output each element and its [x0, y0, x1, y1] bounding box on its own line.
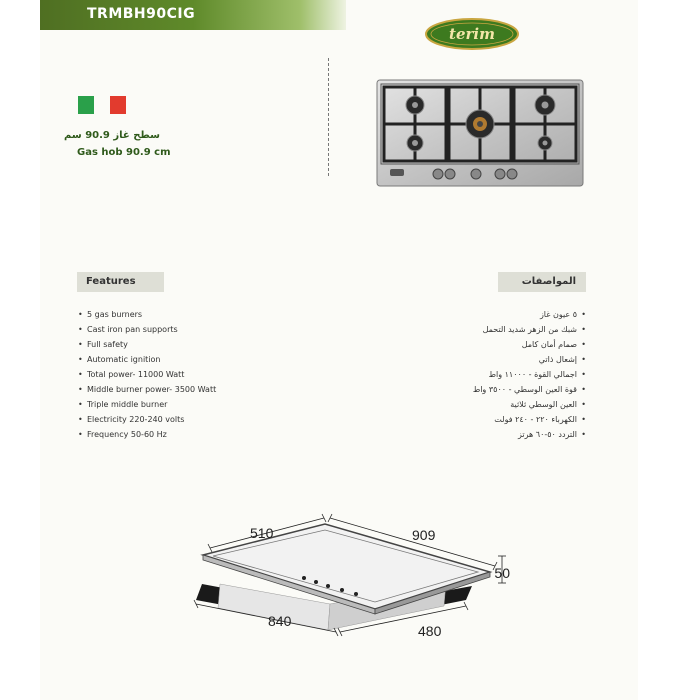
knob-icon: [302, 576, 306, 580]
feature-item: • Electricity 220-240 volts: [78, 415, 216, 430]
feature-item-arabic: • الكهرباء ٢٢٠ - ٢٤٠ فولت: [473, 415, 586, 430]
product-title-arabic: سطح غاز 90.9 سم: [64, 130, 160, 141]
product-title-english: Gas hob 90.9 cm: [77, 147, 171, 158]
feature-item: • Middle burner power- 3500 Watt: [78, 385, 216, 400]
dim-cutout-depth-label: 480: [418, 623, 442, 639]
dimension-diagram: [160, 508, 510, 668]
knob-icon: [326, 584, 330, 588]
feature-item-arabic: • إشعال ذاتي: [473, 355, 586, 370]
feature-item-arabic: • قوة العين الوسطي - ٣٥٠٠ واط: [473, 385, 586, 400]
features-list-english: [78, 310, 216, 445]
terim-logo: [424, 17, 520, 51]
features-heading-text: Features: [86, 276, 136, 287]
italy-flag-icon: [78, 96, 126, 114]
feature-item-arabic: • ٥ عيون غاز: [473, 310, 586, 325]
features-heading-arabic-text: المواصفات: [521, 276, 576, 287]
feature-item: • Cast iron pan supports: [78, 325, 216, 340]
feature-item-arabic: • التردد ٥٠-٦٠ هرتز: [473, 430, 586, 445]
feature-item-arabic: • العين الوسطي ثلاثية: [473, 400, 586, 415]
features-heading-english: [77, 272, 164, 292]
feature-item: • Triple middle burner: [78, 400, 216, 415]
feature-item-arabic: • صمام أمان كامل: [473, 340, 586, 355]
dim-depth-label: 510: [250, 525, 274, 541]
feature-item-arabic: • شبك من الزهر شديد التحمل: [473, 325, 586, 340]
feature-item: • 5 gas burners: [78, 310, 216, 325]
knob-icon: [340, 588, 344, 592]
knob-icon: [354, 592, 358, 596]
features-list-arabic: [473, 310, 586, 445]
knob-icon: [314, 580, 318, 584]
spec-sheet: [40, 0, 638, 700]
feature-item: • Automatic ignition: [78, 355, 216, 370]
feature-item: • Full safety: [78, 340, 216, 355]
dim-height-label: 50: [494, 565, 510, 581]
dim-cutout-width-label: 840: [268, 613, 292, 629]
model-number: TRMBH90CIG: [87, 6, 196, 22]
model-header-bar: [40, 0, 346, 30]
feature-item: • Total power- 11000 Watt: [78, 370, 216, 385]
feature-item-arabic: • اجمالي القوة - ١١٠٠٠ واط: [473, 370, 586, 385]
gas-hob-image: [376, 79, 584, 187]
logo-text: terim: [449, 25, 495, 43]
dim-width-label: 909: [412, 527, 436, 543]
features-heading-arabic: [498, 272, 586, 292]
divider-line: [328, 58, 329, 176]
feature-item: • Frequency 50-60 Hz: [78, 430, 216, 445]
